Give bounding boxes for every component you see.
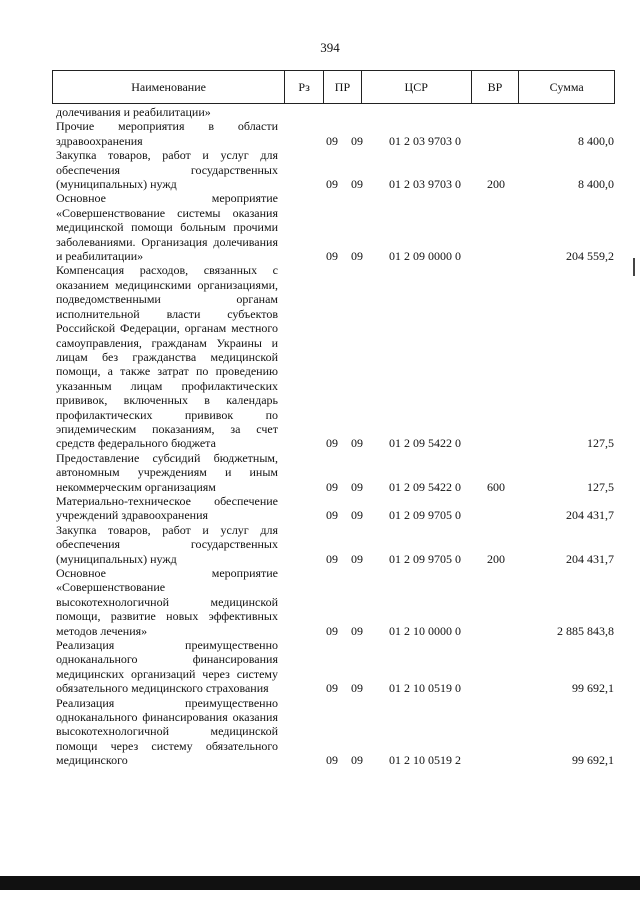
row-sum: 99 692,1 <box>572 753 614 768</box>
row-pr: 09 <box>351 551 363 566</box>
row-vr: 200 <box>487 177 505 192</box>
scan-margin-mark <box>633 258 635 276</box>
row-pr: 09 <box>351 508 363 523</box>
row-rz: 09 <box>326 551 338 566</box>
row-csr: 01 2 10 0519 2 <box>389 753 461 768</box>
row-sum: 127,5 <box>587 436 614 451</box>
table-row <box>56 263 614 450</box>
row-pr: 09 <box>351 681 363 696</box>
table-row <box>56 638 614 696</box>
header-rz: Рз <box>285 71 324 103</box>
header-vr: ВР <box>472 71 520 103</box>
row-pr: 09 <box>351 623 363 638</box>
row-csr: 01 2 10 0519 0 <box>389 681 461 696</box>
row-sum: 204 431,7 <box>566 508 614 523</box>
row-csr: 01 2 09 9705 0 <box>389 508 461 523</box>
row-name: Основное мероприятие «Совершенствование системы оказания медицинской помощи больным прочими заболеваниями. Организация долечивания и реабилитации» <box>56 191 278 264</box>
page-number: 394 <box>320 40 340 55</box>
row-rz: 09 <box>326 479 338 494</box>
row-name: Реализация преимущественно одноканального финансирования оказания высокотехнологичной медицинской помощи через систему обязательного медицинского <box>56 695 278 768</box>
row-csr: 01 2 09 5422 0 <box>389 436 461 451</box>
row-sum: 2 885 843,8 <box>557 623 614 638</box>
row-pr: 09 <box>351 249 363 264</box>
row-csr: 01 2 09 9705 0 <box>389 551 461 566</box>
row-csr: 01 2 09 5422 0 <box>389 479 461 494</box>
row-pr: 09 <box>351 436 363 451</box>
table-row <box>56 523 614 566</box>
row-rz: 09 <box>326 436 338 451</box>
row-rz: 09 <box>326 623 338 638</box>
scan-bottom-edge <box>0 876 640 890</box>
header-csr: ЦСР <box>362 71 472 103</box>
table-row <box>56 451 614 494</box>
row-name: Закупка товаров, работ и услуг для обеспечения государственных (муниципальных) нужд <box>56 148 278 192</box>
row-vr: 600 <box>487 479 505 494</box>
table-row <box>56 119 614 148</box>
row-name: Предоставление субсидий бюджетным, автономным учреждениям и иным некоммерческим организациям <box>56 450 278 494</box>
row-rz: 09 <box>326 249 338 264</box>
table-row <box>56 494 614 523</box>
row-rz: 09 <box>326 133 338 148</box>
row-name: Реализация преимущественно одноканального финансирования медицинских организаций через систему обязательного медицинского страхования <box>56 638 278 696</box>
row-sum: 204 431,7 <box>566 551 614 566</box>
row-rz: 09 <box>326 753 338 768</box>
row-sum: 127,5 <box>587 479 614 494</box>
row-pr: 09 <box>351 479 363 494</box>
table-row <box>56 191 614 263</box>
row-pr: 09 <box>351 753 363 768</box>
row-csr: 01 2 03 9703 0 <box>389 133 461 148</box>
row-rz: 09 <box>326 681 338 696</box>
row-name: долечивания и реабилитации» <box>56 105 211 119</box>
row-sum: 8 400,0 <box>578 177 614 192</box>
row-pr: 09 <box>351 177 363 192</box>
row-rz: 09 <box>326 508 338 523</box>
table-body <box>56 105 614 768</box>
row-name: Закупка товаров, работ и услуг для обеспечения государственных (муниципальных) нужд <box>56 522 278 566</box>
row-sum: 99 692,1 <box>572 681 614 696</box>
table-row <box>56 566 614 638</box>
table-row <box>56 696 614 768</box>
row-pr: 09 <box>351 133 363 148</box>
header-sum: Сумма <box>549 79 584 94</box>
row-csr: 01 2 03 9703 0 <box>389 177 461 192</box>
table-row <box>56 105 614 119</box>
row-csr: 01 2 10 0000 0 <box>389 623 461 638</box>
row-vr: 200 <box>487 551 505 566</box>
table-row <box>56 148 614 191</box>
row-sum: 204 559,2 <box>566 249 614 264</box>
row-rz: 09 <box>326 177 338 192</box>
row-sum: 8 400,0 <box>578 133 614 148</box>
header-pr: ПР <box>324 71 362 103</box>
table-header <box>52 70 615 104</box>
row-name: Прочие мероприятия в области здравоохранения <box>56 119 278 148</box>
row-csr: 01 2 09 0000 0 <box>389 249 461 264</box>
header-name: Наименование <box>53 71 285 103</box>
row-name: Компенсация расходов, связанных с оказанием медицинскими организациями, подведомственными органам исполнительной власти субъектов Российской Федерации, органам местного самоуправления, гражданам Украины и лицам без гражданства медицинской помощи, а также затрат по проведению указанным лицам профилактических прививок, включенных в календарь профилактических прививок по эпидемическим показаниям, за счет средств федерального бюджета <box>56 263 278 451</box>
row-name: Материально-техническое обеспечение учреждений здравоохранения <box>56 493 278 523</box>
row-name: Основное мероприятие «Совершенствование высокотехнологичной медицинской помощи, развитие новых эффективных методов лечения» <box>56 566 278 638</box>
